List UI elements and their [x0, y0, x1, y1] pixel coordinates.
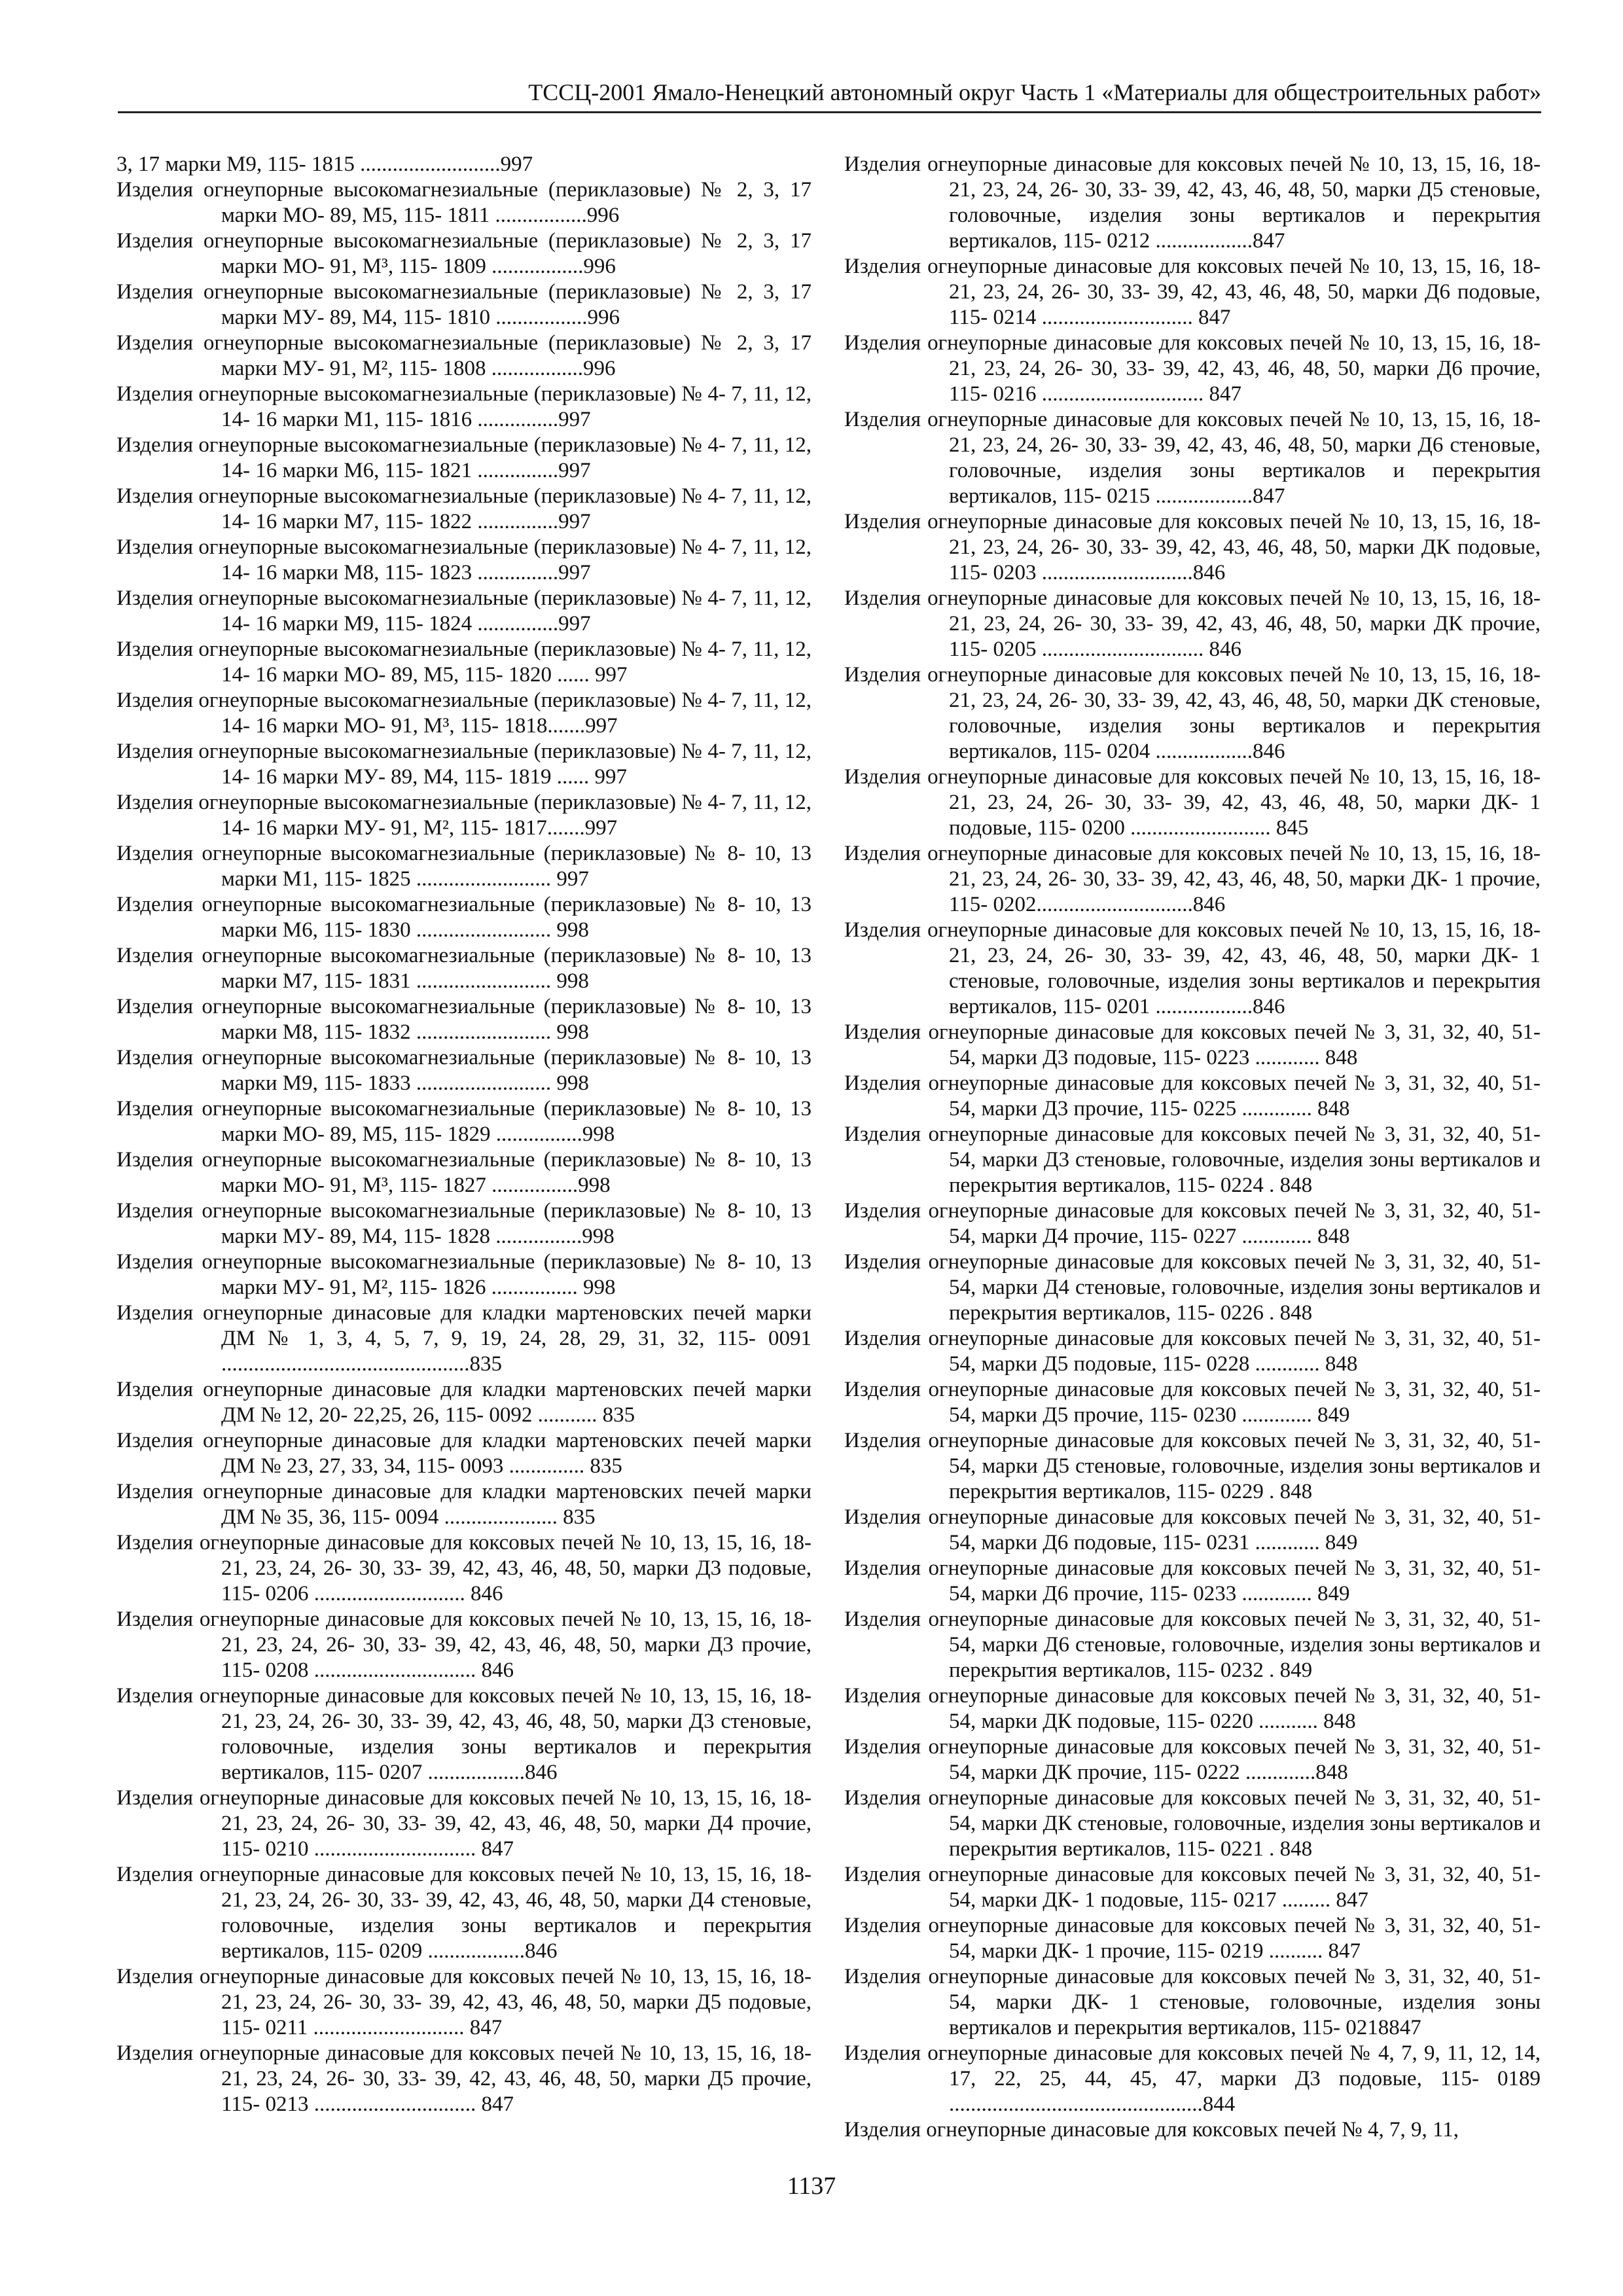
- index-entry: Изделия огнеупорные высокомагнезиальные (периклазовые) № 8- 10, 13 марки М1, 115- 1825 ......................... 997: [116, 842, 812, 891]
- index-entry: Изделия огнеупорные динасовые для коксовых печей № 10, 13, 15, 16, 18- 21, 23, 24, 26- 30, 33- 39, 42, 43, 46, 48, 50, марки ДК- 1 прочие, 115- 0202.............................846: [844, 842, 1541, 916]
- index-entry: Изделия огнеупорные динасовые для коксовых печей № 3, 31, 32, 40, 51- 54, марки ДК стеновые, головочные, изделия зоны вертикалов и перекрытия вертикалов, 115- 0221 . 848: [844, 1786, 1541, 1861]
- index-entry: Изделия огнеупорные динасовые для коксовых печей № 3, 31, 32, 40, 51- 54, марки Д5 стеновые, головочные, изделия зоны вертикалов и перекрытия вертикалов, 115- 0229 . 848: [844, 1429, 1541, 1503]
- index-entry: Изделия огнеупорные динасовые для коксовых печей № 10, 13, 15, 16, 18- 21, 23, 24, 26- 30, 33- 39, 42, 43, 46, 48, 50, марки ДК стеновые, головочные, изделия зоны вертикалов и перекрытия вертикалов, 115- 0204 ..................846: [844, 663, 1541, 763]
- index-entry: Изделия огнеупорные динасовые для коксовых печей № 10, 13, 15, 16, 18- 21, 23, 24, 26- 30, 33- 39, 42, 43, 46, 48, 50, марки Д5 подовые, 115- 0211 ............................ 847: [116, 1965, 812, 2039]
- index-entry: Изделия огнеупорные динасовые для коксовых печей № 3, 31, 32, 40, 51- 54, марки Д5 подовые, 115- 0228 ............ 848: [844, 1327, 1541, 1376]
- index-entry: 3, 17 марки М9, 115- 1815 ..........................997: [116, 152, 533, 176]
- index-entry: Изделия огнеупорные динасовые для коксовых печей № 3, 31, 32, 40, 51- 54, марки ДК подовые, 115- 0220 ........... 848: [844, 1684, 1541, 1733]
- index-entry: Изделия огнеупорные высокомагнезиальные (периклазовые) № 4- 7, 11, 12, 14- 16 марки М1, 115- 1816 ...............997: [116, 382, 812, 431]
- index-entry: Изделия огнеупорные динасовые для коксовых печей № 10, 13, 15, 16, 18- 21, 23, 24, 26- 30, 33- 39, 42, 43, 46, 48, 50, марки Д3 прочие, 115- 0208 .............................. 846: [116, 1607, 812, 1682]
- index-entry: Изделия огнеупорные динасовые для коксовых печей № 10, 13, 15, 16, 18- 21, 23, 24, 26- 30, 33- 39, 42, 43, 46, 48, 50, марки Д5 прочие, 115- 0213 .............................. 847: [116, 2041, 812, 2116]
- index-entry: Изделия огнеупорные динасовые для кладки мартеновских печей марки ДМ № 23, 27, 33, 34, 115- 0093 .............. 835: [116, 1429, 812, 1478]
- index-entry: Изделия огнеупорные высокомагнезиальные (периклазовые) № 4- 7, 11, 12, 14- 16 марки МУ- 91, М², 115- 1817.......997: [116, 791, 812, 840]
- index-entry: Изделия огнеупорные динасовые для коксовых печей № 3, 31, 32, 40, 51- 54, марки Д4 прочие, 115- 0227 ............. 848: [844, 1199, 1541, 1248]
- index-entry: Изделия огнеупорные высокомагнезиальные (периклазовые) № 2, 3, 17 марки МУ- 89, М4, 115- 1810 .................996: [116, 280, 812, 329]
- index-entry: Изделия огнеупорные высокомагнезиальные (периклазовые) № 4- 7, 11, 12, 14- 16 марки МО- 91, М³, 115- 1818.......997: [116, 689, 812, 738]
- index-entry: Изделия огнеупорные динасовые для коксовых печей № 3, 31, 32, 40, 51- 54, марки Д3 прочие, 115- 0225 ............. 848: [844, 1071, 1541, 1121]
- index-entry: Изделия огнеупорные динасовые для коксовых печей № 10, 13, 15, 16, 18- 21, 23, 24, 26- 30, 33- 39, 42, 43, 46, 48, 50, марки Д4 стеновые, головочные, изделия зоны вертикалов и перекрытия вертикалов, 115- 0209 ..................846: [116, 1863, 812, 1963]
- index-entry: Изделия огнеупорные высокомагнезиальные (периклазовые) № 4- 7, 11, 12, 14- 16 марки МУ- 89, М4, 115- 1819 ...... 997: [116, 740, 812, 789]
- index-entry: Изделия огнеупорные динасовые для коксовых печей № 4, 7, 9, 11,: [844, 2118, 1459, 2142]
- index-entry: Изделия огнеупорные динасовые для коксовых печей № 10, 13, 15, 16, 18- 21, 23, 24, 26- 30, 33- 39, 42, 43, 46, 48, 50, марки Д4 прочие, 115- 0210 .............................. 847: [116, 1786, 812, 1861]
- running-header: [118, 77, 1541, 113]
- index-entry: Изделия огнеупорные динасовые для кладки мартеновских печей марки ДМ № 1, 3, 4, 5, 7, 9, 19, 24, 28, 29, 31, 32, 115- 0091 ..............................................835: [116, 1301, 812, 1376]
- index-entry: Изделия огнеупорные динасовые для коксовых печей № 10, 13, 15, 16, 18- 21, 23, 24, 26- 30, 33- 39, 42, 43, 46, 48, 50, марки Д3 подовые, 115- 0206 ............................ 846: [116, 1531, 812, 1605]
- index-entry: Изделия огнеупорные динасовые для коксовых печей № 10, 13, 15, 16, 18- 21, 23, 24, 26- 30, 33- 39, 42, 43, 46, 48, 50, марки ДК подовые, 115- 0203 ............................846: [844, 510, 1541, 584]
- index-entry: Изделия огнеупорные динасовые для коксовых печей № 10, 13, 15, 16, 18- 21, 23, 24, 26- 30, 33- 39, 42, 43, 46, 48, 50, марки ДК прочие, 115- 0205 .............................. 846: [844, 586, 1541, 661]
- index-entry: Изделия огнеупорные высокомагнезиальные (периклазовые) № 2, 3, 17 марки МО- 91, М³, 115- 1809 .................996: [116, 229, 812, 278]
- index-entry: Изделия огнеупорные высокомагнезиальные (периклазовые) № 8- 10, 13 марки М7, 115- 1831 ......................... 998: [116, 944, 812, 993]
- index-entry: Изделия огнеупорные динасовые для коксовых печей № 3, 31, 32, 40, 51- 54, марки Д4 стеновые, головочные, изделия зоны вертикалов и перекрытия вертикалов, 115- 0226 . 848: [844, 1250, 1541, 1325]
- index-entry: Изделия огнеупорные высокомагнезиальные (периклазовые) № 4- 7, 11, 12, 14- 16 марки М7, 115- 1822 ...............997: [116, 484, 812, 533]
- index-entry: Изделия огнеупорные динасовые для коксовых печей № 10, 13, 15, 16, 18- 21, 23, 24, 26- 30, 33- 39, 42, 43, 46, 48, 50, марки ДК- 1 стеновые, головочные, изделия зоны вертикалов и перекрытия вертикалов, 115- 0201 ..................846: [844, 918, 1541, 1018]
- index-entry: Изделия огнеупорные динасовые для коксовых печей № 3, 31, 32, 40, 51- 54, марки ДК- 1 подовые, 115- 0217 ......... 847: [844, 1863, 1541, 1912]
- index-entry: Изделия огнеупорные высокомагнезиальные (периклазовые) № 8- 10, 13 марки МУ- 91, М², 115- 1826 ................ 998: [116, 1250, 812, 1299]
- index-entry: Изделия огнеупорные динасовые для коксовых печей № 3, 31, 32, 40, 51- 54, марки Д6 стеновые, головочные, изделия зоны вертикалов и перекрытия вертикалов, 115- 0232 . 849: [844, 1607, 1541, 1682]
- index-entry: Изделия огнеупорные динасовые для кладки мартеновских печей марки ДМ № 35, 36, 115- 0094 ..................... 835: [116, 1480, 812, 1529]
- index-entry: Изделия огнеупорные высокомагнезиальные (периклазовые) № 4- 7, 11, 12, 14- 16 марки М6, 115- 1821 ...............997: [116, 433, 812, 482]
- index-entry: Изделия огнеупорные динасовые для коксовых печей № 3, 31, 32, 40, 51- 54, марки ДК- 1 прочие, 115- 0219 .......... 847: [844, 1914, 1541, 1963]
- header-title: ТССЦ-2001 Ямало-Ненецкий автономный округ Часть 1 «Материалы для общестроительных работ»: [528, 79, 1541, 105]
- index-entry: Изделия огнеупорные динасовые для коксовых печей № 3, 31, 32, 40, 51- 54, марки Д3 стеновые, головочные, изделия зоны вертикалов и перекрытия вертикалов, 115- 0224 . 848: [844, 1122, 1541, 1197]
- index-column-left: [116, 152, 812, 2116]
- index-entry: Изделия огнеупорные динасовые для коксовых печей № 10, 13, 15, 16, 18- 21, 23, 24, 26- 30, 33- 39, 42, 43, 46, 48, 50, марки Д6 подовые, 115- 0214 ............................ 847: [844, 255, 1541, 329]
- index-entry: Изделия огнеупорные высокомагнезиальные (периклазовые) № 4- 7, 11, 12, 14- 16 марки МО- 89, М5, 115- 1820 ...... 997: [116, 637, 812, 687]
- index-entry: Изделия огнеупорные динасовые для коксовых печей № 3, 31, 32, 40, 51- 54, марки Д6 подовые, 115- 0231 ............ 849: [844, 1505, 1541, 1554]
- index-entry: Изделия огнеупорные динасовые для коксовых печей № 10, 13, 15, 16, 18- 21, 23, 24, 26- 30, 33- 39, 42, 43, 46, 48, 50, марки Д6 стеновые, головочные, изделия зоны вертикалов и перекрытия вертикалов, 115- 0215 ..................847: [844, 408, 1541, 508]
- index-column-right: [844, 152, 1541, 2142]
- index-entry: Изделия огнеупорные динасовые для коксовых печей № 10, 13, 15, 16, 18- 21, 23, 24, 26- 30, 33- 39, 42, 43, 46, 48, 50, марки ДК- 1 подовые, 115- 0200 .......................... 845: [844, 765, 1541, 840]
- index-entry: Изделия огнеупорные динасовые для кладки мартеновских печей марки ДМ № 12, 20- 22,25, 26, 115- 0092 ........... 835: [116, 1378, 812, 1427]
- index-entry: Изделия огнеупорные динасовые для коксовых печей № 4, 7, 9, 11, 12, 14, 17, 22, 25, 44, 45, 47, марки Д3 подовые, 115- 0189 ...............................................844: [844, 2041, 1541, 2116]
- index-entry: Изделия огнеупорные высокомагнезиальные (периклазовые) № 8- 10, 13 марки МО- 89, М5, 115- 1829 ................998: [116, 1097, 812, 1146]
- index-entry: Изделия огнеупорные динасовые для коксовых печей № 3, 31, 32, 40, 51- 54, марки ДК прочие, 115- 0222 .............848: [844, 1735, 1541, 1784]
- index-entry: Изделия огнеупорные динасовые для коксовых печей № 10, 13, 15, 16, 18- 21, 23, 24, 26- 30, 33- 39, 42, 43, 46, 48, 50, марки Д6 прочие, 115- 0216 .............................. 847: [844, 331, 1541, 406]
- index-entry: Изделия огнеупорные динасовые для коксовых печей № 3, 31, 32, 40, 51- 54, марки ДК- 1 стеновые, головочные, изделия зоны вертикалов и перекрытия вертикалов, 115- 0218847: [844, 1965, 1541, 2039]
- index-entry: Изделия огнеупорные динасовые для коксовых печей № 3, 31, 32, 40, 51- 54, марки Д6 прочие, 115- 0233 ............. 849: [844, 1556, 1541, 1605]
- index-entry: Изделия огнеупорные высокомагнезиальные (периклазовые) № 8- 10, 13 марки М8, 115- 1832 ......................... 998: [116, 995, 812, 1044]
- index-entry: Изделия огнеупорные динасовые для коксовых печей № 3, 31, 32, 40, 51- 54, марки Д3 подовые, 115- 0223 ............ 848: [844, 1020, 1541, 1069]
- index-entry: Изделия огнеупорные динасовые для коксовых печей № 10, 13, 15, 16, 18- 21, 23, 24, 26- 30, 33- 39, 42, 43, 46, 48, 50, марки Д3 стеновые, головочные, изделия зоны вертикалов и перекрытия вертикалов, 115- 0207 ..................846: [116, 1684, 812, 1784]
- index-entry: Изделия огнеупорные высокомагнезиальные (периклазовые) № 8- 10, 13 марки МО- 91, М³, 115- 1827 ................998: [116, 1148, 812, 1197]
- index-entry: Изделия огнеупорные высокомагнезиальные (периклазовые) № 8- 10, 13 марки М9, 115- 1833 ......................... 998: [116, 1046, 812, 1095]
- index-entry: Изделия огнеупорные высокомагнезиальные (периклазовые) № 2, 3, 17 марки МО- 89, М5, 115- 1811 .................996: [116, 178, 812, 227]
- index-entry: Изделия огнеупорные динасовые для коксовых печей № 10, 13, 15, 16, 18- 21, 23, 24, 26- 30, 33- 39, 42, 43, 46, 48, 50, марки Д5 стеновые, головочные, изделия зоны вертикалов и перекрытия вертикалов, 115- 0212 ..................847: [844, 152, 1541, 253]
- index-entry: Изделия огнеупорные высокомагнезиальные (периклазовые) № 4- 7, 11, 12, 14- 16 марки М9, 115- 1824 ...............997: [116, 586, 812, 636]
- index-entry: Изделия огнеупорные высокомагнезиальные (периклазовые) № 8- 10, 13 марки М6, 115- 1830 ......................... 998: [116, 893, 812, 942]
- index-entry: Изделия огнеупорные динасовые для коксовых печей № 3, 31, 32, 40, 51- 54, марки Д5 прочие, 115- 0230 ............. 849: [844, 1378, 1541, 1427]
- page-number: 1137: [787, 2172, 836, 2200]
- index-entry: Изделия огнеупорные высокомагнезиальные (периклазовые) № 4- 7, 11, 12, 14- 16 марки М8, 115- 1823 ...............997: [116, 535, 812, 584]
- index-entry: Изделия огнеупорные высокомагнезиальные (периклазовые) № 2, 3, 17 марки МУ- 91, М², 115- 1808 .................996: [116, 331, 812, 380]
- index-entry: Изделия огнеупорные высокомагнезиальные (периклазовые) № 8- 10, 13 марки МУ- 89, М4, 115- 1828 ................998: [116, 1199, 812, 1248]
